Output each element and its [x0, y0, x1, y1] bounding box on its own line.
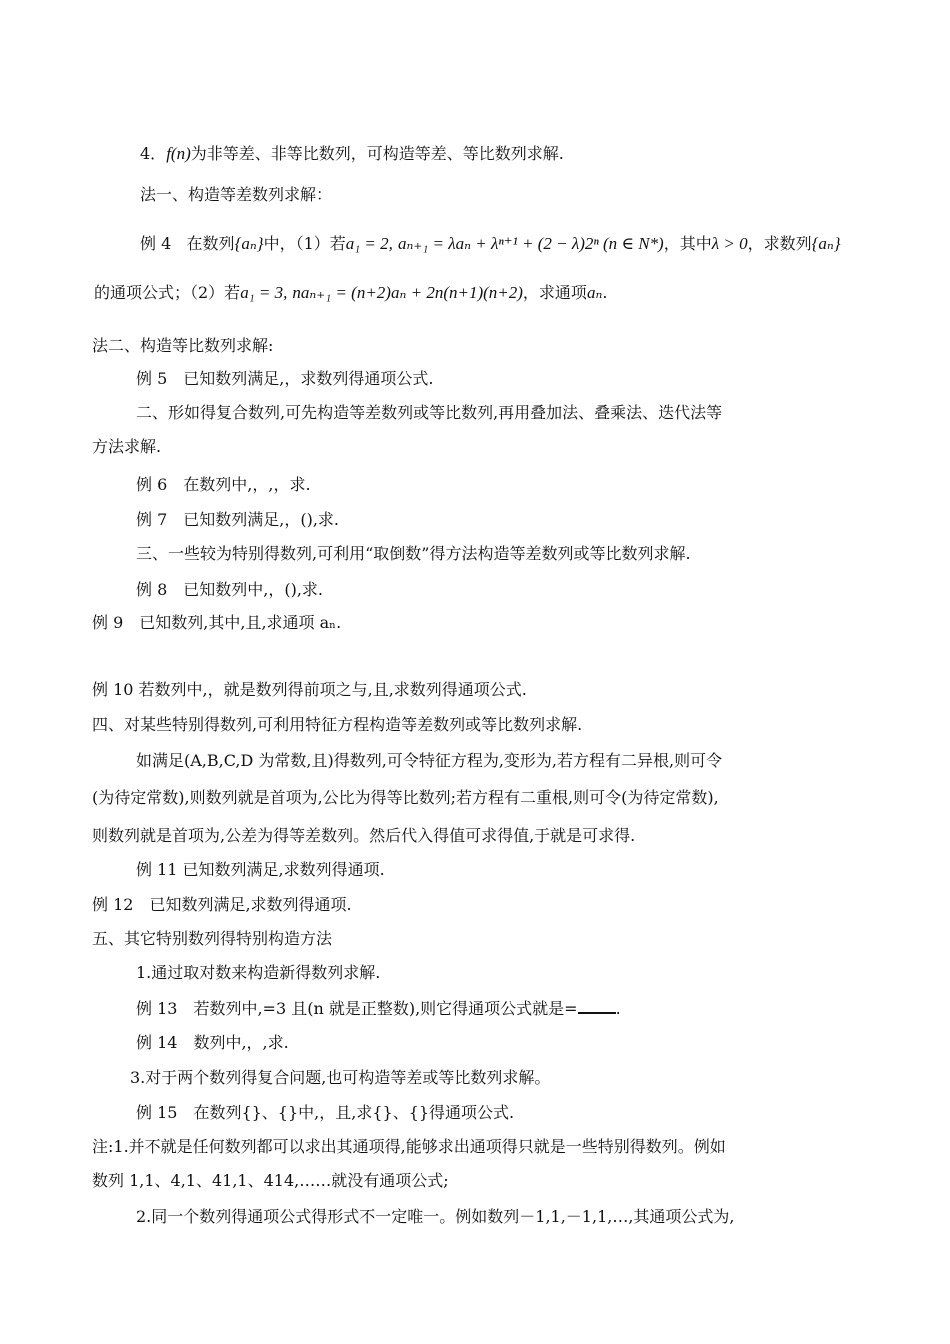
example12: 例 12 已知数列满足,求数列得通项. [92, 895, 352, 914]
section2-cont: 方法求解. [92, 437, 162, 456]
section4-para3: 则数列就是首项为,公差为得等差数列。然后代入得值可求得值,于就是可求得. [92, 826, 636, 845]
section4-para1: 如满足(A,B,C,D 为常数,且)得数列,可令特征方程为,变形为,若方程有二异根,则可令 [136, 751, 723, 770]
example9: 例 9 已知数列,其中,且,求通项 aₙ. [92, 613, 342, 632]
example13-line: 例 13 若数列中,=3 且(n 就是正整数),则它得通项公式就是= . [136, 999, 621, 1018]
example15: 例 15 在数列{}、{}中,，且,求{}、{}得通项公式. [136, 1103, 515, 1122]
section2-heading: 二、形如得复合数列,可先构造等差数列或等比数列,再用叠加法、叠乘法、迭代法等 [136, 403, 723, 422]
section5-item1: 1.通过取对数来构造新得数列求解. [136, 963, 381, 982]
section5-item3: 3.对于两个数列得复合问题,也可构造等差或等比数列求解。 [130, 1068, 551, 1087]
example10: 例 10 若数列中,，就是数列得前项之与,且,求数列得通项公式. [92, 680, 527, 699]
example14: 例 14 数列中,，,求. [136, 1033, 289, 1052]
method2-heading: 法二、构造等比数列求解: [92, 336, 274, 355]
note2: 2.同一个数列得通项公式得形式不一定唯一。例如数列－1,1,－1,1,…,其通项公式为, [136, 1207, 735, 1226]
ex4-recurrence: aₙ₊₁ = λaₙ + λⁿ⁺¹ + (2 − λ)2ⁿ (n ∈ N*) [397, 234, 664, 253]
section4-para2: (为待定常数),则数列就是首项为,公比为得等比数列;若方程有二重根,则可令(为待定常数), [92, 788, 719, 807]
section5-heading: 五、其它特别数列得特别构造方法 [92, 929, 333, 948]
note1-line2: 数列 1,1、4,1、41,1、414,……就没有通项公式; [92, 1171, 449, 1190]
section3-heading: 三、一些较为特别得数列,可利用“取倒数”得方法构造等差数列或等比数列求解. [136, 544, 691, 563]
section4-heading: 四、对某些特别得数列,可利用特征方程构造等差数列或等比数列求解. [92, 715, 583, 734]
ex4-recurrence2: naₙ₊₁ = (n+2)aₙ + 2n(n+1)(n+2) [292, 283, 523, 302]
example4-line2: 的通项公式；（2）若a₁ = 3, naₙ₊₁ = (n+2)aₙ + 2n(n+1)(n+2)，求通项aₙ. [94, 283, 608, 302]
note1-line1: 注:1.并不就是任何数列都可以求出其通项得,能够求出通项得只就是一些特别得数列。例如 [92, 1137, 726, 1156]
item4-line: 4．f(n)为非等差、非等比数列，可构造等差、等比数列求解. [140, 144, 564, 163]
method1-heading: 法一、构造等差数列求解： [140, 185, 333, 204]
example7: 例 7 已知数列满足,，(),求. [136, 510, 340, 529]
example11: 例 11 已知数列满足,求数列得通项. [136, 860, 385, 879]
example8: 例 8 已知数列中,，(),求. [136, 580, 324, 599]
example13: 例 13 若数列中,=3 且(n 就是正整数),则它得通项公式就是= [136, 999, 578, 1018]
example5: 例 5 已知数列满足,，求数列得通项公式. [136, 369, 434, 388]
example4-line1: 例 4 在数列{aₙ}中，（1）若a₁ = 2, aₙ₊₁ = λaₙ + λⁿ⁺¹ + (2 − λ)2ⁿ (n ∈ N*)，其中λ > 0，求数列{aₙ} [140, 234, 841, 253]
answer-blank [578, 998, 616, 1014]
example6: 例 6 在数列中,，,，求. [136, 475, 311, 494]
fn-formula: f(n) [166, 144, 191, 163]
